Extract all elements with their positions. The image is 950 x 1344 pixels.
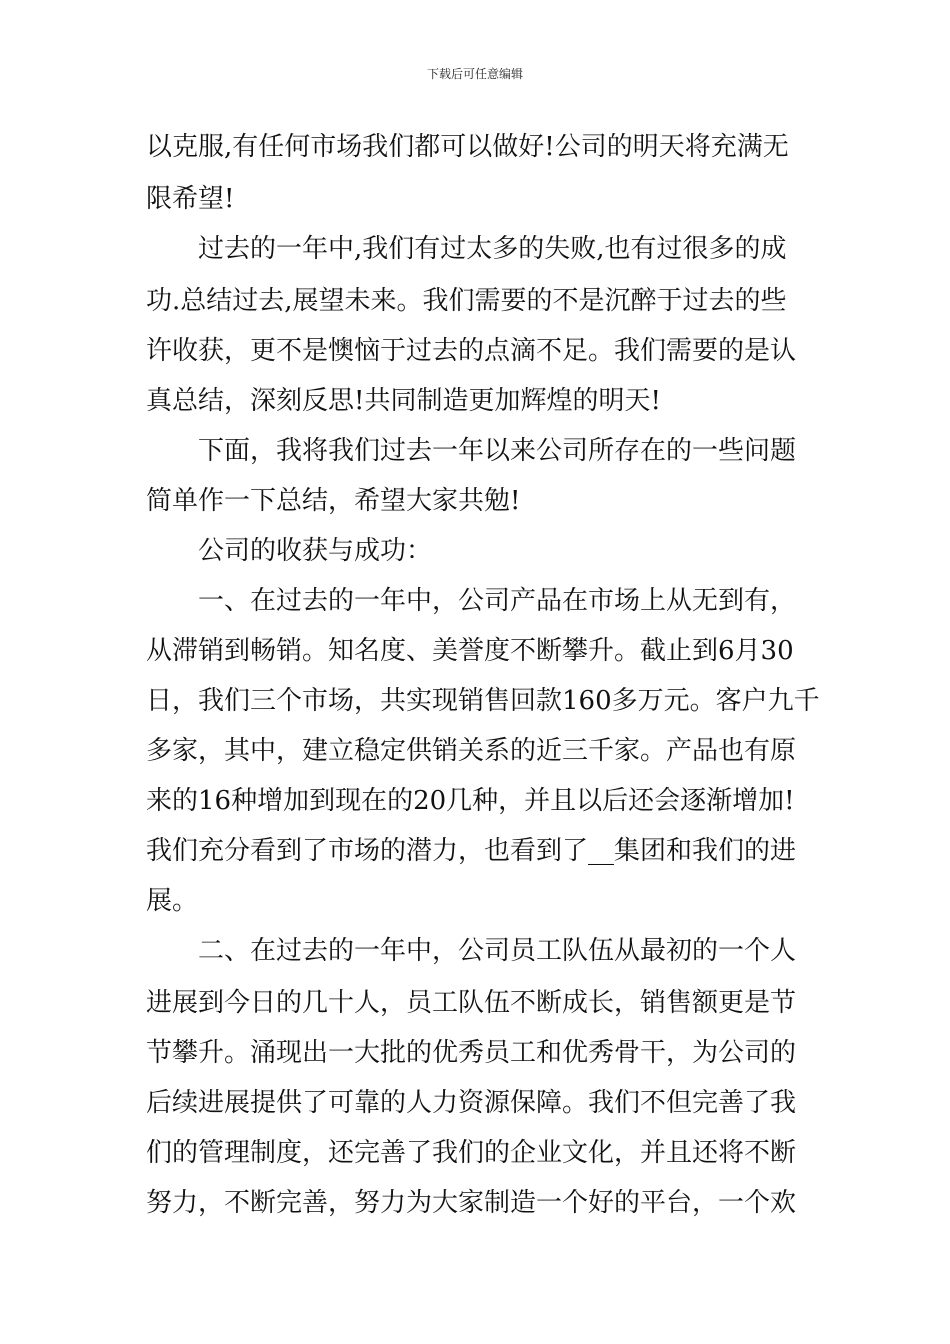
- page-header: 下载后可任意编辑: [426, 67, 523, 81]
- body-line: 日，我们三个市场，共实现销售回款160多万元。客户九千: [146, 686, 820, 716]
- body-line: 简单作一下总结，希望大家共勉!: [146, 486, 521, 516]
- paragraph-first-line: 过去的一年中,我们有过太多的失败,也有过很多的成: [198, 234, 787, 264]
- body-line: 们的管理制度，还完善了我们的企业文化，并且还将不断: [146, 1138, 797, 1168]
- paragraph-first-line: 一、在过去的一年中，公司产品在市场上从无到有，: [198, 586, 797, 616]
- body-line: 从滞销到畅销。知名度、美誉度不断攀升。截止到6月30: [146, 636, 794, 666]
- paragraph-first-line: 下面，我将我们过去一年以来公司所存在的一些问题: [198, 436, 797, 466]
- body-line: 来的16种增加到现在的20几种，并且以后还会逐渐增加!: [146, 786, 795, 816]
- body-line: 许收获，更不是懊恼于过去的点滴不足。我们需要的是认: [146, 336, 797, 366]
- body-line: 功.总结过去,展望未来。我们需要的不是沉醉于过去的些: [146, 286, 787, 316]
- body-line: 努力，不断完善，努力为大家制造一个好的平台，一个欢: [146, 1188, 797, 1218]
- body-line: 真总结，深刻反思!共同制造更加辉煌的明天!: [146, 386, 661, 416]
- section-heading: 公司的收获与成功：: [198, 536, 433, 566]
- body-line: 我们充分看到了市场的潜力，也看到了__集团和我们的进: [146, 836, 797, 866]
- body-line: 展。: [146, 886, 199, 916]
- body-line: 限希望!: [146, 184, 235, 214]
- paragraph-first-line: 二、在过去的一年中，公司员工队伍从最初的一个人: [198, 936, 797, 966]
- body-line: 进展到今日的几十人，员工队伍不断成长，销售额更是节: [146, 988, 797, 1018]
- body-line: 节攀升。涌现出一大批的优秀员工和优秀骨干，为公司的: [146, 1038, 797, 1068]
- body-line: 以克服,有任何市场我们都可以做好!公司的明天将充满无: [146, 132, 789, 162]
- body-line: 后续进展提供了可靠的人力资源保障。我们不但完善了我: [146, 1088, 797, 1118]
- body-line: 多家，其中，建立稳定供销关系的近三千家。产品也有原: [146, 736, 797, 766]
